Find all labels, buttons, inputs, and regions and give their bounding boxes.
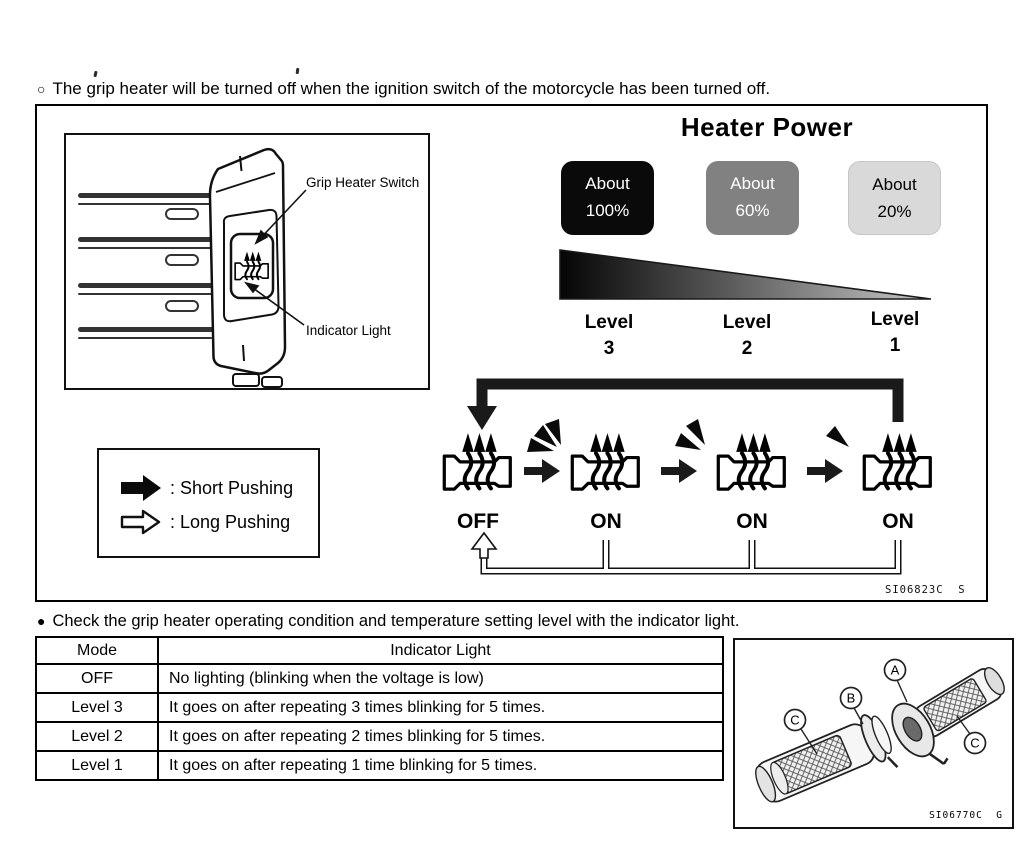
state-on1-label: ON xyxy=(590,510,622,533)
heater-icon-on-level2 xyxy=(718,433,784,489)
indicator-light-label: Indicator Light xyxy=(306,323,391,338)
legend-long-push xyxy=(119,505,318,539)
table-row xyxy=(36,722,723,751)
mode-cell: Level 2 xyxy=(36,722,158,751)
level-3-word: Level xyxy=(584,312,634,333)
left-grip-drawing xyxy=(749,709,901,819)
indicator-cell: It goes on after repeating 3 times blinking for 5 times. xyxy=(158,693,723,722)
figure-code-main: SI06823C S xyxy=(885,584,966,596)
blink-rays-level1 xyxy=(826,426,849,447)
note-ignition-off-text: The grip heater will be turned off when the ignition switch of the motorcycle has been turned off. xyxy=(52,79,771,98)
outline-arrow-icon xyxy=(119,508,163,536)
table-row xyxy=(36,693,723,722)
heater-power-title: Heater Power xyxy=(680,112,854,142)
power-box-20-line1: About xyxy=(872,175,917,194)
hollow-up-arrowhead xyxy=(472,533,496,558)
filled-arrow-icon xyxy=(119,474,163,502)
long-push-label: : Long Pushing xyxy=(170,511,291,532)
level-1-label xyxy=(849,307,941,359)
callout-b-label: B xyxy=(846,690,856,706)
callout-a-label: A xyxy=(890,662,900,678)
switch-location-diagram xyxy=(64,133,430,390)
blink-rays-level3 xyxy=(527,419,561,452)
heater-operation-figure xyxy=(35,104,988,602)
level-1-word: Level xyxy=(870,309,920,330)
long-push-return-bracket xyxy=(472,533,898,571)
figure-code-grips: SI06770C G xyxy=(929,810,1003,821)
dot-bullet-icon: ● xyxy=(37,613,46,629)
push-legend xyxy=(97,448,320,558)
mode-cell: OFF xyxy=(36,664,158,693)
grip-slots xyxy=(166,209,198,311)
note-check-indicator-text: Check the grip heater operating condition and temperature setting level with the indicator light. xyxy=(52,612,740,630)
state-on2-label: ON xyxy=(736,510,768,533)
indicator-cell: It goes on after repeating 1 time blinking for 5 times. xyxy=(158,751,723,780)
scan-artifact-mark xyxy=(93,71,97,77)
callout-c-left-label: C xyxy=(790,712,800,728)
level-3-number: 3 xyxy=(603,338,615,359)
table-row xyxy=(36,751,723,780)
power-box-60-line2: 60% xyxy=(735,201,770,220)
indicator-table xyxy=(35,636,724,781)
indicator-cell: No lighting (blinking when the voltage is low) xyxy=(158,664,723,693)
legend-short-push xyxy=(119,471,318,505)
table-row xyxy=(36,664,723,693)
callout-c-right-label: C xyxy=(970,735,980,751)
state-off-label: OFF xyxy=(457,510,499,533)
mode-cell: Level 3 xyxy=(36,693,158,722)
top-return-bracket xyxy=(482,384,898,422)
blink-rays-level2 xyxy=(675,419,705,450)
power-box-60 xyxy=(706,161,799,235)
power-box-100-line1: About xyxy=(585,174,630,193)
mode-header: Mode xyxy=(36,637,158,664)
indicator-light-header: Indicator Light xyxy=(158,637,723,664)
scan-artifact-mark xyxy=(296,68,300,74)
level-3-label xyxy=(563,310,655,362)
power-box-20 xyxy=(848,161,941,235)
level-1-number: 1 xyxy=(889,335,901,356)
grip-heater-switch-label: Grip Heater Switch xyxy=(306,175,420,190)
power-box-100-line2: 100% xyxy=(585,201,630,220)
level-2-label xyxy=(701,310,793,362)
note-check-indicator xyxy=(37,612,997,631)
level-2-word: Level xyxy=(722,312,772,333)
grips-parts-figure xyxy=(733,638,1014,829)
heater-icon-on-level1 xyxy=(864,433,930,489)
power-box-100 xyxy=(561,161,654,235)
state-on3-label: ON xyxy=(882,510,914,533)
power-gradient-wedge xyxy=(558,247,936,305)
indicator-cell: It goes on after repeating 2 times blinking for 5 times. xyxy=(158,722,723,751)
short-push-label: : Short Pushing xyxy=(170,477,294,498)
note-ignition-off xyxy=(37,79,997,99)
power-box-20-line2: 20% xyxy=(877,202,912,221)
down-arrowhead xyxy=(467,406,497,430)
state-flow-diagram xyxy=(440,372,985,604)
heater-icon-on-level3 xyxy=(572,433,638,489)
circle-bullet-icon: ○ xyxy=(37,81,46,97)
heater-icon-off xyxy=(444,433,510,489)
mode-cell: Level 1 xyxy=(36,751,158,780)
table-header-row xyxy=(36,637,723,664)
power-box-60-line1: About xyxy=(730,174,775,193)
level-2-number: 2 xyxy=(741,338,753,359)
